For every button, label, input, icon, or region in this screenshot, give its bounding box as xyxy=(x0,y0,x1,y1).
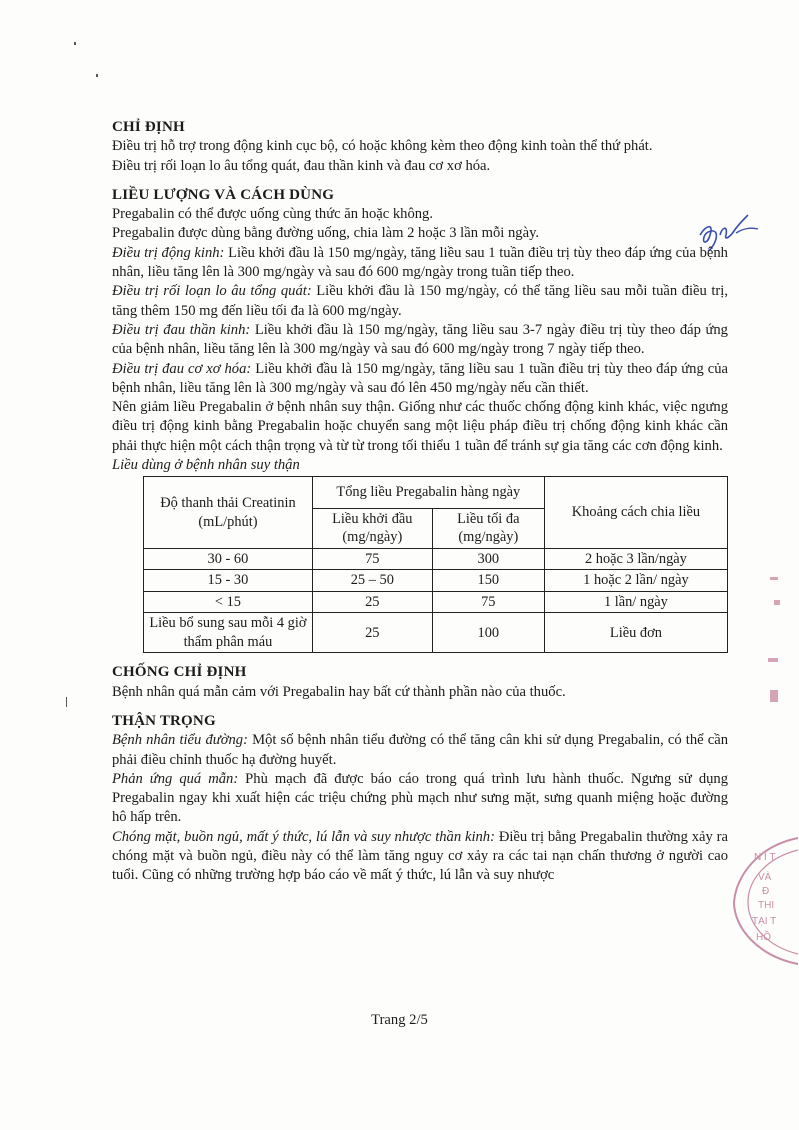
chong-chi-dinh-text: Bệnh nhân quá mẫn cảm với Pregabalin hay bất cứ thành phần nào của thuốc. xyxy=(112,683,566,700)
lieu-luong-p4 xyxy=(112,282,728,321)
text-dong-kinh: Liều khởi đầu là 150 mg/ngày, tăng liều sau 1 tuần điều trị tùy theo đáp ứng của bệnh nhân, liều tăng lên là 300 mg/ngày và sau đó 600 mg/ngày trong tuần tiếp theo. xyxy=(112,244,728,281)
stamp-text-3: Đ xyxy=(762,886,770,897)
th-start-dose: Liều khởi đầu (mg/ngày) xyxy=(312,508,432,548)
text-dau-co: Liều khởi đầu là 150 mg/ngày, tăng liều sau 1 tuần điều trị tùy theo đáp ứng của bệnh nhân, liều tăng lên là 300 mg/ngày và sau đó lên 450 mg/ngày nếu cần thiết. xyxy=(112,360,728,396)
page-number: Trang 2/5 xyxy=(371,1012,428,1028)
cell-clearance: 15 - 30 xyxy=(144,570,313,592)
text-qua-man: Phù mạch đã được báo cáo trong quá trình lưu hành thuốc. Ngưng sử dụng Pregabalin ngay khi xuất hiện các triệu chứng phù mạch như sưng mặt, sưng quanh miệng hoặc đường hô hấp trên. xyxy=(112,770,729,826)
label-dau-than-kinh: Điều trị đau thần kinh: xyxy=(112,321,251,338)
cell-interval: 2 hoặc 3 lần/ngày xyxy=(544,548,727,570)
cell-clearance: 30 - 60 xyxy=(144,548,313,570)
table-row xyxy=(144,591,728,613)
table-row xyxy=(144,613,728,653)
th-max-dose: Liều tối đa (mg/ngày) xyxy=(432,508,544,548)
cell-start: 25 xyxy=(312,591,432,613)
lieu-luong-p6 xyxy=(112,360,728,399)
label-qua-man: Phản ứng quá mẫn: xyxy=(112,770,239,787)
than-trong-p1 xyxy=(112,731,728,770)
scan-dot xyxy=(96,74,98,77)
cell-max: 75 xyxy=(432,591,544,613)
than-trong-p2 xyxy=(112,770,728,828)
cell-start: 25 xyxy=(312,613,432,653)
section-lieu-luong xyxy=(112,186,728,653)
text-tieu-duong: Một số bệnh nhân tiểu đường có thể tăng cân khi sử dụng Pregabalin, có thể cần phải điều chỉnh thuốc hạ đường huyết. xyxy=(112,732,728,768)
cell-start: 75 xyxy=(312,548,432,570)
label-chong-mat: Chóng mặt, buồn ngủ, mất ý thức, lú lẫn và suy nhược thần kinh: xyxy=(112,828,495,845)
lieu-luong-p2: Pregabalin được dùng bằng đường uống, chia làm 2 hoặc 3 lần mỗi ngày. xyxy=(112,225,540,242)
th-total-dose: Tổng liều Pregabalin hàng ngày xyxy=(312,477,544,509)
label-dong-kinh: Điều trị động kinh: xyxy=(112,244,225,261)
cell-max: 300 xyxy=(432,548,544,570)
stamp-text-6: HỒ xyxy=(756,932,771,943)
th-interval: Khoảng cách chia liều xyxy=(544,477,727,549)
label-tieu-duong: Bệnh nhân tiểu đường: xyxy=(112,732,248,749)
table-caption: Liều dùng ở bệnh nhân suy thận xyxy=(112,457,300,474)
edge-mark xyxy=(770,690,778,702)
heading-chi-dinh: CHỈ ĐỊNH xyxy=(112,119,185,135)
cell-max: 100 xyxy=(432,613,544,653)
lieu-luong-p1: Pregabalin có thể được uống cùng thức ăn hoặc không. xyxy=(112,206,433,223)
scan-dot xyxy=(66,697,67,707)
cell-start: 25 – 50 xyxy=(312,570,432,592)
table-row xyxy=(144,570,728,592)
stamp-text-5: TẠI T xyxy=(752,916,777,927)
edge-mark xyxy=(768,658,778,662)
text-lo-au: Liều khởi đầu là 150 mg/ngày, có thể tăng liều sau mỗi tuần điều trị, tăng thêm 150 mg đến liều tối đa là 600 mg/ngày. xyxy=(112,283,728,319)
cell-interval: Liều đơn xyxy=(544,613,727,653)
lieu-luong-p3 xyxy=(112,244,728,283)
cell-clearance: Liều bổ sung sau mỗi 4 giờ thẩm phân máu xyxy=(144,613,313,653)
stamp-text-2: VÀ xyxy=(758,872,772,883)
document-body xyxy=(112,118,728,896)
text-dau-than-kinh: Liều khởi đầu là 150 mg/ngày, tăng liều sau 3-7 ngày điều trị tùy theo đáp ứng của bệnh nhân, liều tăng lên là 300 mg/ngày và sau đó 600 mg/ngày trong 7 ngày tiếp theo. xyxy=(112,321,728,358)
chi-dinh-line-2: Điều trị rối loạn lo âu tổng quát, đau thần kinh và đau cơ xơ hóa. xyxy=(112,157,491,174)
label-lo-au: Điều trị rối loạn lo âu tổng quát: xyxy=(112,283,312,300)
edge-mark xyxy=(774,600,780,605)
lieu-luong-p5 xyxy=(112,321,728,360)
table-row xyxy=(144,548,728,570)
section-chi-dinh xyxy=(112,118,728,176)
section-chong-chi-dinh xyxy=(112,663,728,702)
cell-max: 150 xyxy=(432,570,544,592)
cell-clearance: < 15 xyxy=(144,591,313,613)
edge-mark xyxy=(770,577,778,580)
cell-interval: 1 hoặc 2 lần/ ngày xyxy=(544,570,727,592)
section-than-trong xyxy=(112,712,728,886)
chi-dinh-line-1: Điều trị hỗ trợ trong động kinh cục bộ, có hoặc không kèm theo động kinh toàn thể thứ phát. xyxy=(112,138,653,155)
stamp-text-4: THI xyxy=(758,900,775,911)
heading-chong-chi-dinh: CHỐNG CHỈ ĐỊNH xyxy=(112,664,247,681)
than-trong-p3 xyxy=(112,828,728,886)
text-chong-mat: Điều trị bằng Pregabalin thường xảy ra chóng mặt và buồn ngủ, điều này có thể làm tăng nguy cơ xảy ra các tai nạn chấn thương ở người cao tuổi. Cũng có những trường hợp báo cáo về mất ý thức, lú lẫn và suy nhược xyxy=(112,828,729,884)
heading-lieu-luong: LIỀU LƯỢNG VÀ CÁCH DÙNG xyxy=(112,186,335,203)
scan-dot xyxy=(74,42,76,45)
official-stamp xyxy=(728,836,799,966)
renal-dosing-table xyxy=(143,476,728,653)
heading-than-trong: THẬN TRỌNG xyxy=(112,712,216,729)
th-clearance: Độ thanh thải Creatinin (mL/phút) xyxy=(144,477,313,549)
cell-interval: 1 lần/ ngày xyxy=(544,591,727,613)
label-dau-co: Điều trị đau cơ xơ hóa: xyxy=(112,360,252,377)
lieu-luong-p7: Nên giảm liều Pregabalin ở bệnh nhân suy thận. Giống như các thuốc chống động kinh khác, việc ngưng điều trị động kinh bằng Pregabalin hoặc chuyển sang một liệu pháp điều trị chống động kinh khác cần phải thực hiện một cách thận trọng và từ từ trong tối thiểu 1 tuần để tránh sự gia tăng các cơn động kinh. xyxy=(112,399,728,454)
stamp-text-1: N I T xyxy=(754,852,776,863)
